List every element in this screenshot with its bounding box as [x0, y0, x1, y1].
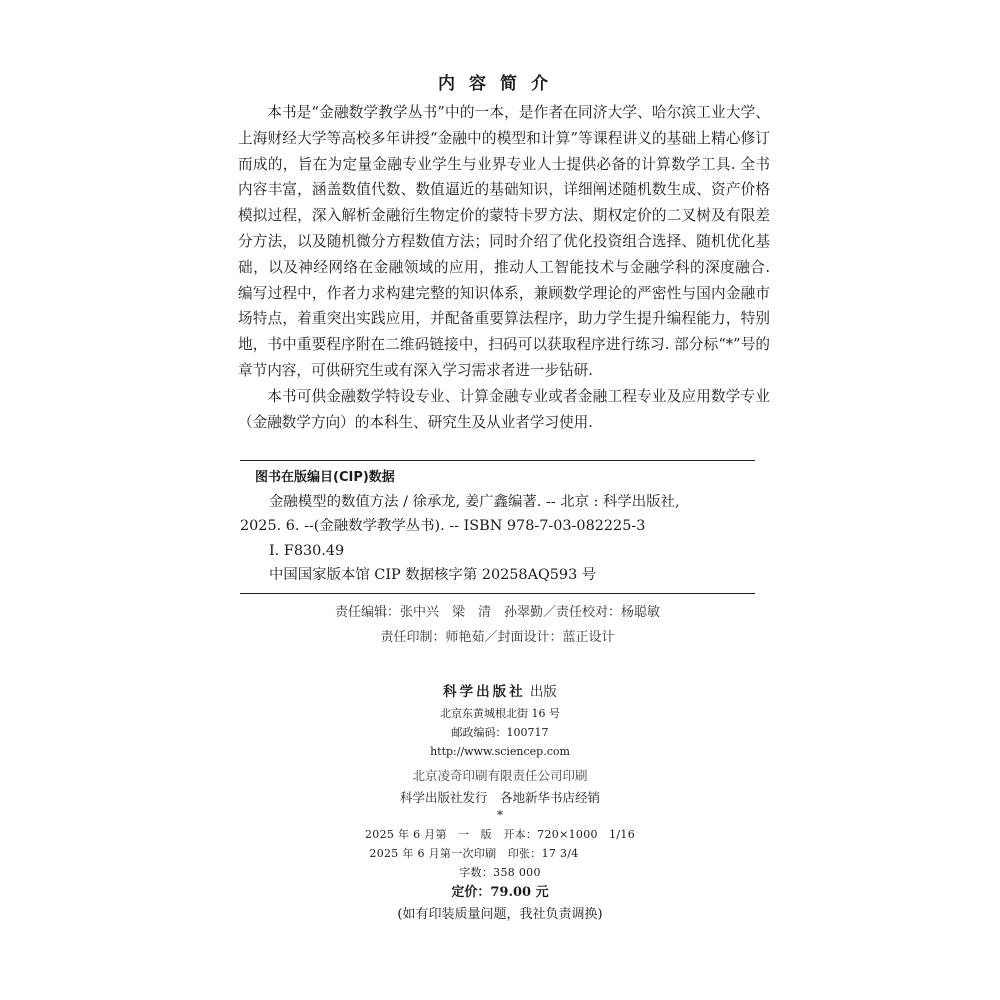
- cip-line-3: Ⅰ. F830.49: [269, 542, 345, 559]
- intro-paragraph-1: 本书是“金融数学教学丛书”中的一本，是作者在同济大学、哈尔滨工业大学、上海财经大学等高校多年讲授“金融中的模型和计算”等课程讲义的基础上精心修订而成的，旨在为定量金融专业学生与业界专业人士提供必备的计算数学工具. 全书内容丰富，涵盖数值代数、数值逼近的基础知识，详细阐述随机数生成、资产价格模拟过程，深入解析金融衍生物定价的蒙特卡罗方法、期权定价的二叉树及有限差分方法，以及随机微分方程数值方法；同时介绍了优化投资组合选择、随机优化基础，以及神经网络在金融领域的应用，推动人工智能技术与金融学科的深度融合. 编写过程中，作者力求构建完整的知识体系，兼顾数学理论的严密性与国内金融市场特点，着重突出实践应用，并配备重要算法程序，助力学生提升编程能力，特别地，书中重要程序附在二维码链接中，扫码可以获取程序进行练习. 部分标“*”号的章节内容，可供研究生或有深入学习需求者进一步钻研.: [238, 104, 770, 379]
- cip-title: 图书在版编目(CIP)数据: [255, 470, 395, 485]
- printing-line: 2025 年 6 月第一次印刷 印张：17 3/4: [369, 847, 579, 860]
- cip-line-1: 金融模型的数值方法 / 徐承龙, 姜广鑫编著. -- 北京 : 科学出版社,: [269, 494, 680, 511]
- editors-line-1: 责任编辑：张中兴 梁 清 孙翠勤／责任校对：杨聪敏: [334, 605, 660, 620]
- publisher-line: [0, 680, 1000, 704]
- intro-title: 内容简介: [438, 74, 562, 94]
- publisher-address: 北京东黄城根北街 16 号: [440, 707, 560, 720]
- edition-line: 2025 年 6 月第 一 版 开本：720×1000 1/16: [365, 828, 635, 841]
- postcode: 邮政编码：100717: [451, 726, 549, 739]
- editors-block: [240, 600, 755, 650]
- cip-line-4: 中国国家版本馆 CIP 数据核字第 20258AQ593 号: [269, 566, 597, 583]
- printer: 北京凌奇印刷有限责任公司印刷: [412, 768, 588, 783]
- cip-top-rule: [240, 460, 755, 461]
- website: http://www.sciencep.com: [430, 745, 570, 758]
- intro-body: [238, 100, 770, 435]
- cip-bottom-rule: [240, 593, 755, 594]
- cip-block: [240, 466, 775, 587]
- editors-line-2: 责任印制：师艳茹／封面设计：蓝正设计: [380, 630, 615, 645]
- quality-notice: (如有印装质量问题，我社负责调换): [397, 907, 603, 922]
- publisher-suffix: 出版: [529, 684, 557, 700]
- publisher-name: 科学出版社: [443, 684, 526, 700]
- separator-star: *: [497, 808, 503, 822]
- price: 定价：79.00 元: [451, 885, 549, 900]
- distribution: 科学出版社发行 各地新华书店经销: [399, 790, 600, 805]
- publication-block: [0, 680, 1000, 926]
- cip-line-2: 2025. 6. --(金融数学教学丛书). -- ISBN 978-7-03-082225-3: [240, 518, 646, 535]
- word-count: 字数：358 000: [459, 866, 541, 879]
- intro-paragraph-2: 本书可供金融数学特设专业、计算金融专业或者金融工程专业及应用数学专业（金融数学方向）的本科生、研究生及从业者学习使用.: [238, 387, 770, 431]
